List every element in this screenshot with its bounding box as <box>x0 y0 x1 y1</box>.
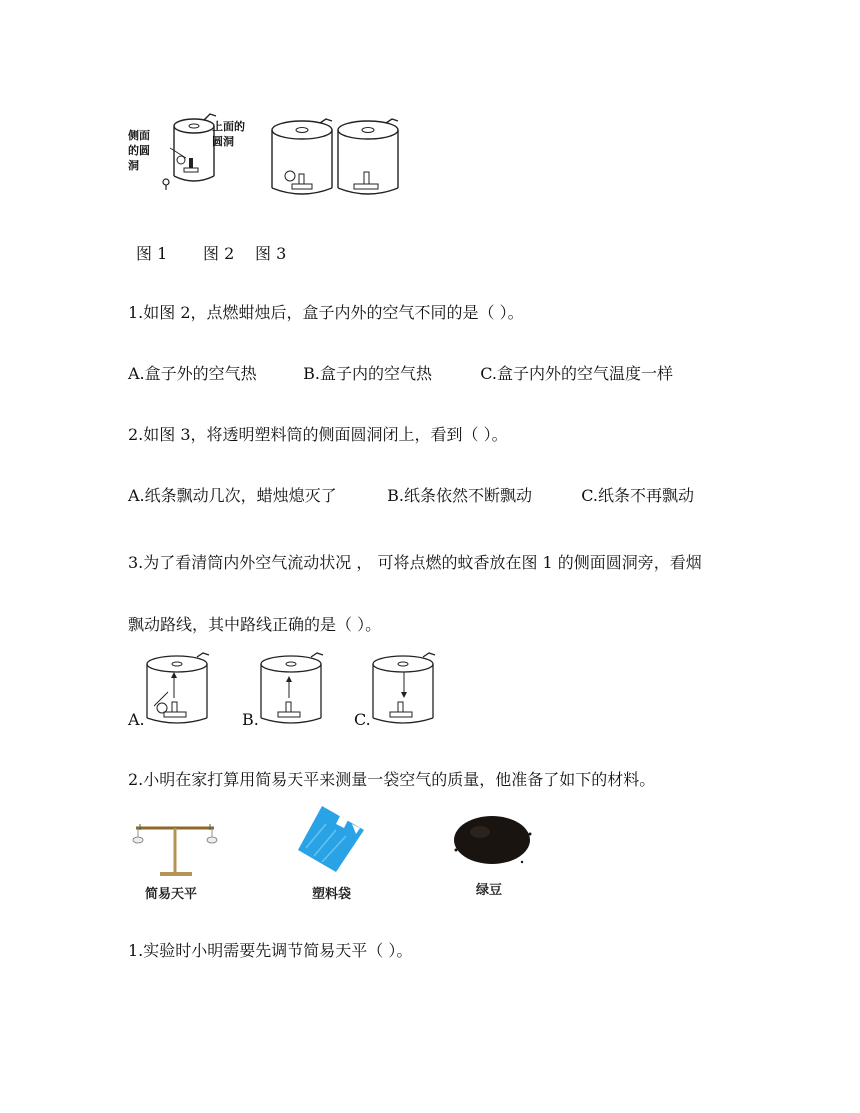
section2-intro: 2.小明在家打算用简易天平来测量一袋空气的质量，他准备了如下的材料。 <box>128 770 656 789</box>
figure-2 <box>268 118 338 200</box>
mung-beans-caption: 绿豆 <box>476 883 503 898</box>
balance-caption: 简易天平 <box>145 887 198 902</box>
plastic-bag-image <box>296 804 366 874</box>
fig1-label-top-hole: 上面的圆洞 <box>212 120 245 148</box>
question-2-options <box>128 483 694 506</box>
question-3-text-line1: 3.为了看清筒内外空气流动状况 ， 可将点燃的蚊香放在图 1 的侧面圆洞旁，看烟 <box>128 553 702 572</box>
question-2-text: 2.如图 3，将透明塑料筒的侧面圆洞闭上，看到（ ）。 <box>128 425 508 444</box>
question-1-options <box>128 361 673 384</box>
section2-question-1: 1.实验时小明需要先调节简易天平（ ）。 <box>128 941 413 960</box>
figure-3 <box>334 118 404 200</box>
question-3-text-line2: 飘动路线，其中路线正确的是（ ）。 <box>128 615 382 634</box>
q3-option-c-figure[interactable] <box>368 652 448 730</box>
caption-fig3: 图 3 <box>255 244 287 263</box>
caption-fig1: 图 1 <box>136 244 168 263</box>
fig1-label-side-hole: 侧面的圆洞 <box>128 129 150 172</box>
q3-option-b-figure[interactable] <box>256 652 336 730</box>
q2-option-b[interactable]: B.纸条依然不断飘动 <box>387 486 532 505</box>
q1-option-b[interactable]: B.盒子内的空气热 <box>303 364 432 383</box>
q1-option-c[interactable]: C.盒子内外的空气温度一样 <box>480 364 673 383</box>
q2-option-a[interactable]: A.纸条飘动几次，蜡烛熄灭了 <box>128 486 337 505</box>
q2-option-c[interactable]: C.纸条不再飘动 <box>581 486 694 505</box>
question-1-text: 1.如图 2，点燃蚶烛后，盒子内外的空气不同的是（ ）。 <box>128 303 524 322</box>
q1-option-a[interactable]: A.盒子外的空气热 <box>128 364 257 383</box>
plastic-bag-caption: 塑料袋 <box>312 887 352 902</box>
q3-option-b-label[interactable]: B. <box>242 710 259 729</box>
q3-option-c-label[interactable]: C. <box>354 710 371 729</box>
balance-image <box>130 818 220 880</box>
q3-option-a-label[interactable]: A. <box>128 710 145 729</box>
mung-beans-image <box>450 810 534 870</box>
q3-option-a-figure[interactable] <box>142 652 222 730</box>
caption-fig2: 图 2 <box>203 244 235 263</box>
